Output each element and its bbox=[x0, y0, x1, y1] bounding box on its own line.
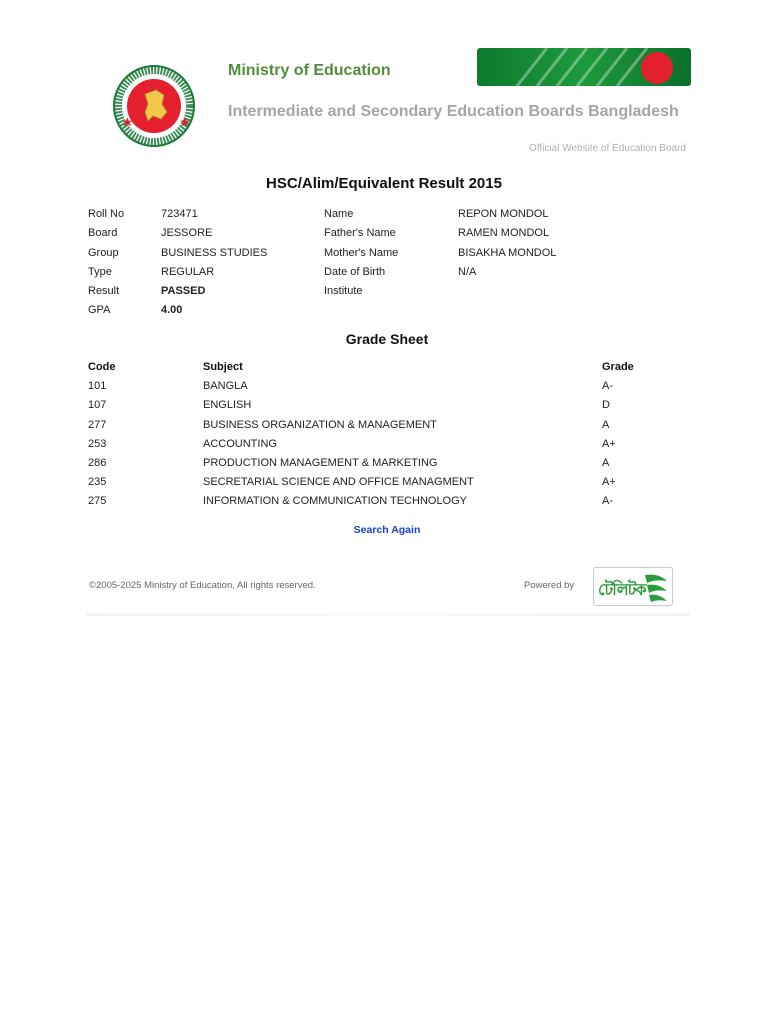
table-row bbox=[88, 377, 688, 396]
subject-name: BANGLA bbox=[203, 380, 248, 393]
result-label: Result bbox=[88, 285, 120, 298]
board-value: JESSORE bbox=[161, 227, 213, 240]
subject-grade: A- bbox=[602, 495, 613, 508]
type-value: REGULAR bbox=[161, 265, 215, 278]
student-info bbox=[88, 205, 688, 321]
result-value: PASSED bbox=[161, 285, 206, 298]
subject-code: 286 bbox=[88, 456, 107, 469]
subject-code: 277 bbox=[88, 418, 107, 431]
gpa-value: 4.00 bbox=[161, 304, 183, 317]
mother-name-label: Mother's Name bbox=[324, 246, 399, 259]
table-row bbox=[88, 416, 688, 435]
result-title: HSC/Alim/Equivalent Result 2015 bbox=[266, 175, 502, 192]
info-row bbox=[88, 263, 688, 282]
info-row bbox=[88, 224, 688, 243]
group-value: BUSINESS STUDIES bbox=[161, 246, 268, 259]
subject-code: 275 bbox=[88, 495, 107, 508]
ministry-title: Ministry of Education bbox=[228, 62, 391, 79]
subject-code: 101 bbox=[88, 380, 107, 393]
subject-name: BUSINESS ORGANIZATION & MANAGEMENT bbox=[203, 418, 437, 431]
group-label: Group bbox=[88, 246, 119, 259]
copyright-text: ©2005-2025 Ministry of Education, All rights reserved. bbox=[89, 580, 316, 591]
grade-header: Grade bbox=[602, 361, 634, 373]
teletalk-leaf-icon bbox=[641, 571, 669, 603]
subject-grade: A bbox=[602, 456, 610, 469]
search-again-link[interactable]: Search Again bbox=[353, 524, 421, 536]
subject-name: PRODUCTION MANAGEMENT & MARKETING bbox=[203, 456, 438, 469]
subject-header: Subject bbox=[203, 361, 243, 373]
subject-code: 235 bbox=[88, 476, 107, 489]
dob-value: N/A bbox=[458, 265, 477, 278]
subject-grade: A bbox=[602, 418, 610, 431]
teletalk-logo-text: টেলিটক bbox=[598, 580, 646, 599]
roll-no-value: 723471 bbox=[161, 208, 198, 220]
info-row bbox=[88, 205, 688, 224]
info-row bbox=[88, 244, 688, 263]
teletalk-logo[interactable] bbox=[593, 567, 673, 606]
grade-sheet-title: Grade Sheet bbox=[345, 331, 429, 347]
name-label: Name bbox=[324, 208, 354, 220]
subject-name: INFORMATION & COMMUNICATION TECHNOLOGY bbox=[203, 495, 468, 508]
subject-name: ACCOUNTING bbox=[203, 437, 277, 450]
board-label: Board bbox=[88, 227, 118, 240]
father-name-label: Father's Name bbox=[324, 227, 396, 240]
government-seal-icon bbox=[112, 64, 196, 148]
subject-name: ENGLISH bbox=[203, 399, 252, 412]
father-name-value: RAMEN MONDOL bbox=[458, 227, 550, 240]
name-value: REPON MONDOL bbox=[458, 208, 549, 220]
bangladesh-flag-banner bbox=[477, 48, 691, 86]
institute-label: Institute bbox=[324, 285, 363, 298]
subject-name: SECRETARIAL SCIENCE AND OFFICE MANAGMENT bbox=[203, 476, 474, 489]
footer-divider bbox=[86, 613, 690, 616]
table-header-row bbox=[88, 358, 688, 377]
table-row bbox=[88, 435, 688, 454]
subject-code: 107 bbox=[88, 399, 107, 412]
table-row bbox=[88, 396, 688, 415]
boards-title: Intermediate and Secondary Education Boards Bangladesh bbox=[228, 103, 679, 120]
dob-label: Date of Birth bbox=[324, 265, 386, 278]
info-row bbox=[88, 301, 688, 320]
subject-grade: A+ bbox=[602, 437, 616, 450]
powered-by-label: Powered by bbox=[524, 580, 575, 591]
subject-grade: A- bbox=[602, 380, 613, 393]
table-row bbox=[88, 454, 688, 473]
table-row bbox=[88, 473, 688, 492]
mother-name-value: BISAKHA MONDOL bbox=[458, 246, 557, 259]
header bbox=[86, 40, 692, 160]
grade-sheet-table bbox=[88, 358, 688, 512]
subject-grade: A+ bbox=[602, 476, 616, 489]
code-header: Code bbox=[88, 361, 116, 373]
gpa-label: GPA bbox=[88, 304, 111, 317]
roll-no-label: Roll No bbox=[88, 208, 125, 220]
official-website-label: Official Website of Education Board bbox=[529, 143, 686, 154]
subject-grade: D bbox=[602, 399, 610, 412]
info-row bbox=[88, 282, 688, 301]
subject-code: 253 bbox=[88, 437, 107, 450]
type-label: Type bbox=[88, 265, 112, 278]
table-row bbox=[88, 492, 688, 511]
